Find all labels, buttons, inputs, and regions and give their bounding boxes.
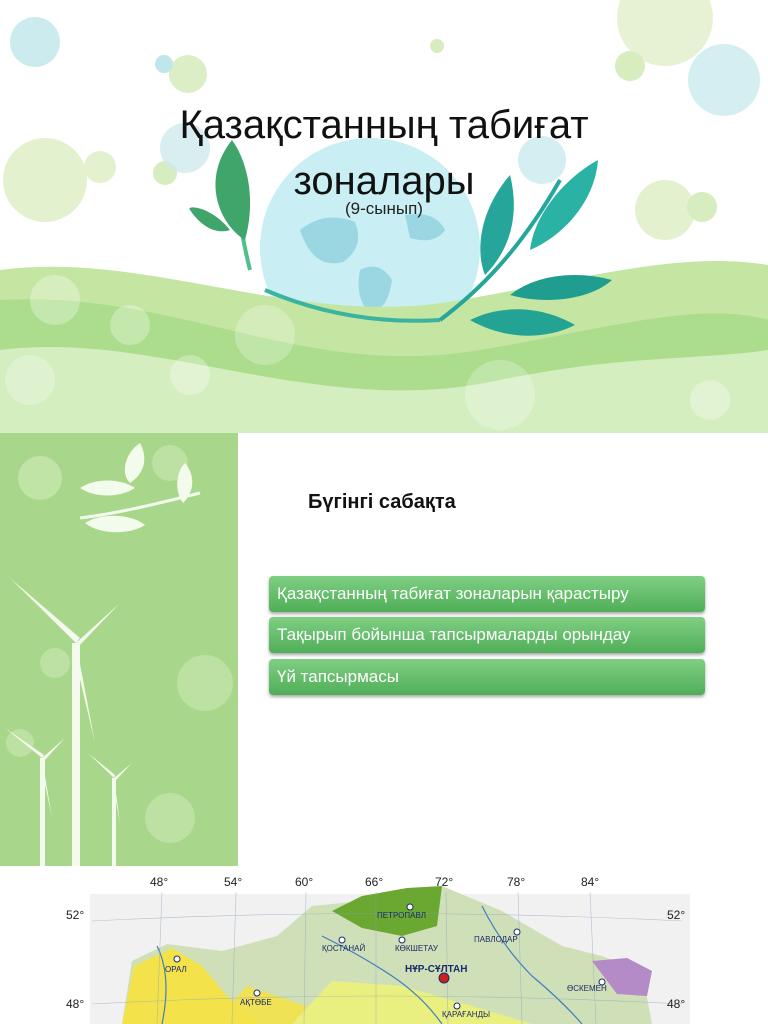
lon-label-84: 84° bbox=[581, 875, 600, 889]
lon-label-60: 60° bbox=[295, 875, 314, 889]
side-panel bbox=[0, 433, 238, 866]
city-oral: ОРАЛ bbox=[165, 965, 187, 974]
wind-turbines-illustration bbox=[0, 433, 238, 866]
agenda-heading: Бүгінгі сабақта bbox=[308, 491, 456, 513]
lon-label-66: 66° bbox=[365, 875, 384, 889]
city-oskemen: ӨСКЕМЕН bbox=[567, 984, 607, 993]
city-aktobe: АҚТӨБЕ bbox=[240, 998, 272, 1007]
agenda-item-3: Үй тапсырмасы bbox=[269, 659, 705, 695]
agenda-item-2: Тақырып бойынша тапсырмаларды орындау bbox=[269, 617, 705, 653]
map-slide bbox=[0, 866, 768, 1024]
city-pavlodar: ПАВЛОДАР bbox=[474, 935, 518, 944]
city-petropavl: ПЕТРОПАВЛ bbox=[377, 911, 426, 920]
kazakhstan-map bbox=[62, 866, 702, 1024]
city-karagandy: ҚАРАҒАНДЫ bbox=[442, 1010, 491, 1019]
city-kokshetau: КӨКШЕТАУ bbox=[395, 944, 438, 953]
lon-label-54: 54° bbox=[224, 875, 243, 889]
lat-label-left-48: 48° bbox=[66, 997, 85, 1011]
title-slide bbox=[0, 0, 768, 433]
title-line-1: Қазақстанның табиғат bbox=[179, 103, 589, 147]
agenda-item-1: Қазақстанның табиғат зоналарын қарастыру bbox=[269, 576, 705, 612]
slide-title bbox=[0, 97, 768, 209]
slide-subtitle: (9-сынып) bbox=[345, 199, 423, 218]
lat-label-left-52: 52° bbox=[66, 908, 85, 922]
agenda-slide bbox=[0, 433, 768, 866]
lon-label-48: 48° bbox=[150, 875, 169, 889]
city-nursultan: НҰР-СҰЛТАН bbox=[405, 964, 468, 975]
lon-label-72: 72° bbox=[435, 875, 454, 889]
lat-label-right-52: 52° bbox=[667, 908, 686, 922]
city-kostanai: ҚОСТАНАЙ bbox=[322, 944, 366, 953]
lat-label-right-48: 48° bbox=[667, 997, 686, 1011]
title-line-2: зоналары bbox=[293, 159, 475, 203]
lon-label-78: 78° bbox=[507, 875, 526, 889]
